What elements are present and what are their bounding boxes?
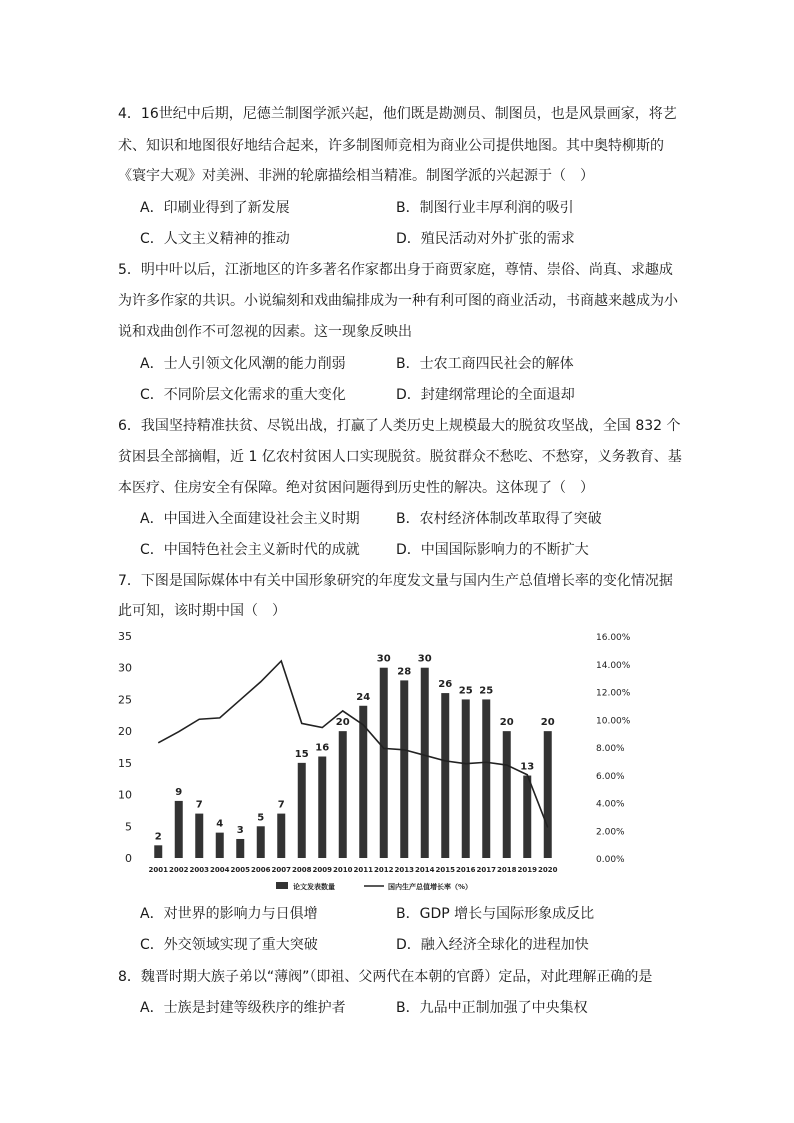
q4-option-b[interactable]: B．制图行业丰厚利润的吸引: [396, 200, 574, 216]
bar: [195, 814, 203, 858]
y-right-tick-label: 4.00%: [596, 799, 625, 810]
q6-line-3: 本医疗、住房安全有保障。绝对贫困问题得到历史性的解决。这体现了（ ）: [118, 480, 594, 496]
q4-option-d[interactable]: D．殖民活动对外扩张的需求: [396, 231, 575, 247]
y-right-tick-label: 14.00%: [596, 660, 631, 671]
y-left-tick-label: 5: [125, 820, 132, 834]
q5-option-b[interactable]: B．士农工商四民社会的解体: [396, 356, 574, 372]
bar-data-label: 5: [257, 812, 265, 824]
bar-data-label: 20: [540, 717, 555, 729]
x-tick-label: 2016: [456, 866, 476, 874]
x-tick-label: 2015: [435, 866, 455, 874]
x-tick-label: 2014: [415, 866, 435, 874]
bar: [277, 814, 285, 858]
y-right-tick-label: 0.00%: [596, 855, 625, 865]
y-left-tick-label: 10: [118, 788, 132, 802]
x-tick-label: 2012: [374, 866, 394, 874]
q8-line-1: 8．魏晋时期大族子弟以“薄阀”（即祖、父两代在本朝的官爵）定品，对此理解正确的是: [118, 969, 653, 985]
q7-chart: [118, 626, 638, 898]
y-left-tick-label: 15: [118, 756, 132, 770]
q7-line-2: 此可知，该时期中国（ ）: [118, 603, 286, 619]
y-right-tick-label: 6.00%: [596, 771, 625, 782]
q4-option-a[interactable]: A．印刷业得到了新发展: [140, 200, 290, 216]
y-right-tick-label: 10.00%: [596, 716, 631, 727]
bar-data-label: 4: [216, 818, 224, 830]
x-tick-label: 2004: [210, 866, 230, 874]
q6-option-b[interactable]: B．农村经济体制改革取得了突破: [396, 511, 602, 527]
bar: [154, 845, 162, 858]
q7-option-c[interactable]: C．外交领域实现了重大突破: [140, 937, 318, 953]
q6-option-c[interactable]: C．中国特色社会主义新时代的成就: [140, 542, 360, 558]
q8-option-b[interactable]: B．九品中正制加强了中央集权: [396, 1000, 588, 1016]
bar-data-label: 25: [479, 685, 494, 697]
bar: [339, 731, 347, 858]
y-left-tick-label: 25: [118, 693, 132, 707]
bar: [482, 699, 490, 858]
y-right-tick-label: 12.00%: [596, 688, 631, 699]
bar-data-label: 20: [335, 717, 350, 729]
bar: [257, 826, 265, 858]
q4-line-1: 4．16世纪中后期，尼德兰制图学派兴起，他们既是勘测员、制图员，也是风景画家，将艺: [118, 106, 677, 122]
x-tick-label: 2011: [353, 866, 373, 874]
q8-option-a[interactable]: A．士族是封建等级秩序的维护者: [140, 1000, 346, 1016]
bar-data-label: 3: [236, 824, 244, 836]
y-right-tick-label: 2.00%: [596, 827, 625, 838]
x-tick-label: 2010: [333, 866, 353, 874]
bar-data-label: 2: [154, 831, 162, 843]
bar-data-label: 24: [356, 691, 371, 703]
bar: [216, 833, 224, 858]
bar-data-label: 25: [458, 685, 473, 697]
bar-data-label: 16: [315, 742, 330, 754]
bar: [236, 839, 244, 858]
y-left-tick-label: 30: [118, 661, 132, 675]
bar: [421, 668, 429, 858]
x-tick-label: 2020: [538, 866, 558, 874]
q7-option-d[interactable]: D．融入经济全球化的进程加快: [396, 937, 589, 953]
bar-data-label: 26: [438, 679, 453, 691]
bar: [175, 801, 183, 858]
q5-line-3: 说和戏曲创作不可忽视的因素。这一现象反映出: [118, 324, 412, 340]
y-right-tick-label: 8.00%: [596, 744, 625, 754]
q4-line-3: 《寰宇大观》对美洲、非洲的轮廓描绘相当精准。制图学派的兴起源于（ ）: [118, 168, 594, 184]
x-tick-label: 2005: [230, 866, 250, 874]
bar: [298, 763, 306, 858]
q5-option-d[interactable]: D．封建纲常理论的全面退却: [396, 387, 575, 403]
x-tick-label: 2006: [251, 866, 271, 874]
bar-data-label: 20: [499, 717, 514, 729]
q5-line-1: 5．明中叶以后，江浙地区的许多著名作家都出身于商贾家庭，尊情、崇俗、尚真、求趣成: [118, 262, 673, 278]
x-tick-label: 2017: [476, 866, 496, 874]
q7-line-1: 7．下图是国际媒体中有关中国形象研究的年度发文量与国内生产总值增长率的变化情况据: [118, 573, 673, 589]
q6-line-1: 6．我国坚持精准扶贫、尽锐出战，打赢了人类历史上规模最大的脱贫攻坚战，全国 832 个: [118, 418, 681, 434]
q4-option-c[interactable]: C．人文主义精神的推动: [140, 231, 290, 247]
q5-option-a[interactable]: A．士人引领文化风潮的能力削弱: [140, 356, 346, 372]
q6-line-2: 贫困县全部摘帽，近 1 亿农村贫困人口实现脱贫。脱贫群众不愁吃、不愁穿，义务教育、基: [118, 449, 682, 465]
bar: [400, 680, 408, 858]
bar-data-label: 7: [195, 799, 203, 811]
x-tick-label: 2018: [497, 866, 517, 874]
x-tick-label: 2007: [271, 866, 291, 874]
x-tick-label: 2003: [189, 866, 209, 874]
y-right-tick-label: 16.00%: [596, 633, 631, 643]
q6-option-a[interactable]: A．中国进入全面建设社会主义时期: [140, 511, 360, 527]
bar-data-label: 15: [294, 748, 309, 760]
q5-option-c[interactable]: C．不同阶层文化需求的重大变化: [140, 387, 346, 403]
legend-line-label: 国内生产总值增长率（%）: [388, 883, 473, 891]
bar: [380, 668, 388, 858]
x-tick-label: 2009: [312, 866, 332, 874]
bar: [441, 693, 449, 858]
bar: [544, 731, 552, 858]
y-left-tick-label: 20: [118, 725, 132, 739]
legend-bar-label: 论文发表数量: [293, 883, 335, 891]
y-left-tick-label: 0: [125, 852, 132, 865]
bar-data-label: 28: [397, 666, 412, 678]
bar: [523, 776, 531, 858]
bar: [462, 699, 470, 858]
q6-option-d[interactable]: D．中国国际影响力的不断扩大: [396, 542, 589, 558]
x-tick-label: 2001: [148, 866, 168, 874]
bar-data-label: 9: [175, 786, 183, 798]
x-tick-label: 2008: [292, 866, 312, 874]
x-tick-label: 2019: [517, 866, 537, 874]
bar: [318, 757, 326, 858]
q5-line-2: 为许多作家的共识。小说编刻和戏曲编排成为一种有利可图的商业活动，书商越来越成为小: [118, 293, 678, 309]
bar: [503, 731, 511, 858]
bar-data-label: 30: [376, 653, 391, 665]
bar-data-label: 13: [520, 761, 535, 773]
bar-data-label: 30: [417, 653, 432, 665]
y-left-tick-label: 35: [118, 630, 132, 643]
q7-option-b[interactable]: B．GDP 增长与国际形象成反比: [396, 906, 595, 922]
q7-option-a[interactable]: A．对世界的影响力与日俱增: [140, 906, 318, 922]
q4-line-2: 术、知识和地图很好地结合起来，许多制图师竞相为商业公司提供地图。其中奥特柳斯的: [118, 138, 664, 154]
x-tick-label: 2002: [169, 866, 189, 874]
x-tick-label: 2013: [394, 866, 414, 874]
legend-bar-swatch: [276, 882, 288, 889]
bar-data-label: 7: [277, 799, 285, 811]
